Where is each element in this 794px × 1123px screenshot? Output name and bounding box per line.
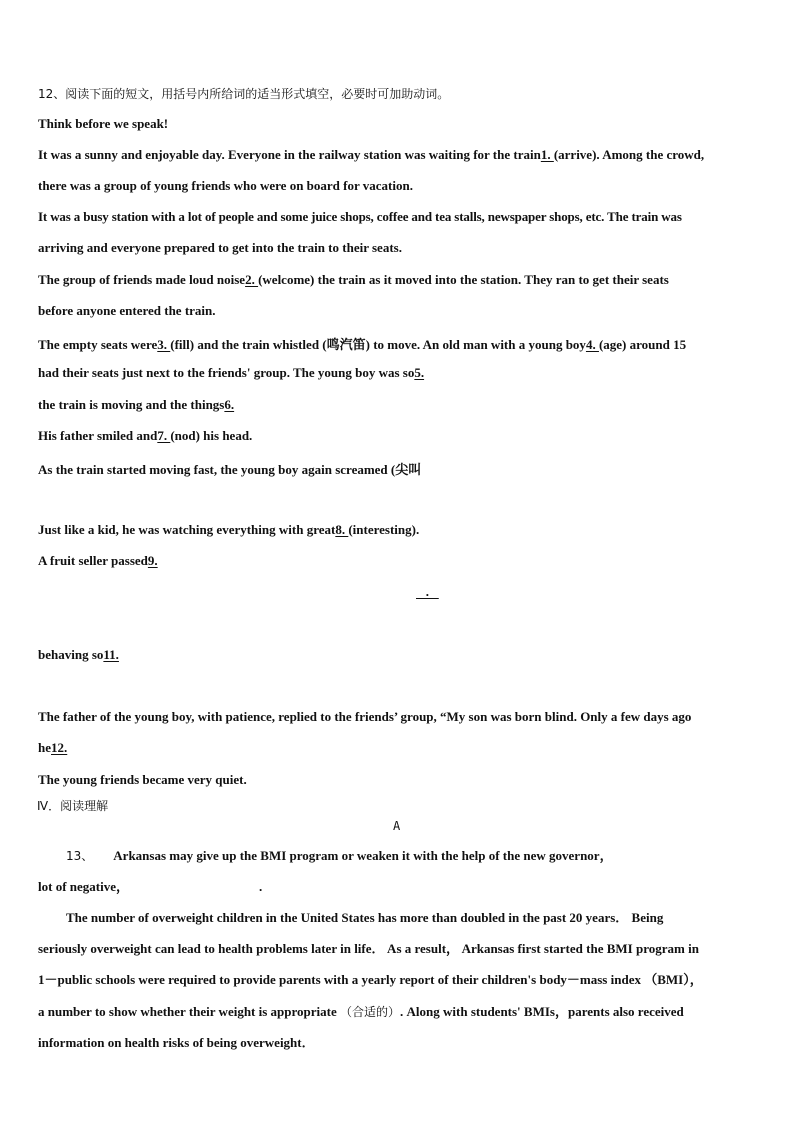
passage-line: As the train started moving fast, the young boy again screamed (尖叫 (38, 462, 422, 477)
blank-9[interactable]: 9. (147, 553, 158, 568)
q13-paragraph-line: seriously overweight can lead to health problems later in life． As a result， Arkansas first started the BMI program in (38, 941, 699, 956)
passage-line: The father of the young boy, with patience, replied to the friends’ group, “My son was born blind. Only a few days ago (38, 709, 692, 724)
q13-paragraph-line: 1－public schools were required to provide parents with a yearly report of their children's body－mass index （BMI）， (38, 972, 703, 987)
q12-instruction: 12、阅读下面的短文，用括号内所给词的适当形式填空，必要时可加助动词。 (38, 87, 450, 101)
blank-2[interactable]: 2. (245, 272, 259, 287)
passage-line: before anyone entered the train. (38, 303, 216, 318)
q13-paragraph-line: a number to show whether their weight is appropriate （合适的）. Along with students' BMIs，parents also received (38, 1004, 684, 1019)
passage-line: It was a sunny and enjoyable day. Everyone in the railway station was waiting for the train1. (arrive). Among the crowd, (38, 147, 705, 162)
blank-11[interactable]: 11. (103, 647, 119, 662)
passage-line: the train is moving and the things6. (38, 397, 235, 412)
blank-12[interactable]: 12. (51, 740, 68, 755)
passage-line: A fruit seller passed9. (38, 553, 158, 568)
passage-line: The group of friends made loud noise2. (welcome) the train as it moved into the station. They ran to get their seats (38, 272, 669, 287)
passage-line: he12. (38, 740, 68, 755)
passage-line: The empty seats were3. (fill) and the train whistled (鸣汽笛) to move. An old man with a young boy4. (age) around 15 (38, 337, 687, 352)
blank-7[interactable]: 7. (157, 428, 171, 443)
q13-line: 13、 Arkansas may give up the BMI program or weaken it with the help of the new governor， (66, 848, 613, 863)
part-label: A (393, 819, 401, 833)
blank-3[interactable]: 3. (157, 337, 171, 352)
q13-line: lot of negative， . (38, 879, 263, 894)
blank-10[interactable]: . (416, 584, 439, 599)
passage-line: His father smiled and7. (nod) his head. (38, 428, 253, 443)
passage-line: It was a busy station with a lot of people and some juice shops, coffee and tea stalls, newspaper shops, etc. The train was (38, 209, 682, 224)
q13-paragraph-line: information on health risks of being overweight． (38, 1035, 315, 1050)
blank-4[interactable]: 4. (585, 337, 599, 352)
section-heading: Ⅳ．阅读理解 (37, 799, 109, 813)
blank-8[interactable]: 8. (335, 522, 349, 537)
passage-line: behaving so11. (38, 647, 119, 662)
passage-line: The young friends became very quiet. (38, 772, 247, 787)
blank-5[interactable]: 5. (414, 365, 425, 380)
q13-paragraph-line: The number of overweight children in the United States has more than doubled in the past 20 years． Being (66, 910, 664, 925)
blank-6[interactable]: 6. (224, 397, 235, 412)
q13-number: 13、 (66, 849, 94, 863)
passage-line: Just like a kid, he was watching everything with great8. (interesting). (38, 522, 420, 537)
passage-line: there was a group of young friends who were on board for vacation. (38, 178, 413, 193)
passage-line: arriving and everyone prepared to get into the train to their seats. (38, 240, 402, 255)
passage-line: had their seats just next to the friends' group. The young boy was so5. (38, 365, 425, 380)
blank-1[interactable]: 1. (540, 147, 554, 162)
passage-title: Think before we speak! (38, 116, 169, 131)
